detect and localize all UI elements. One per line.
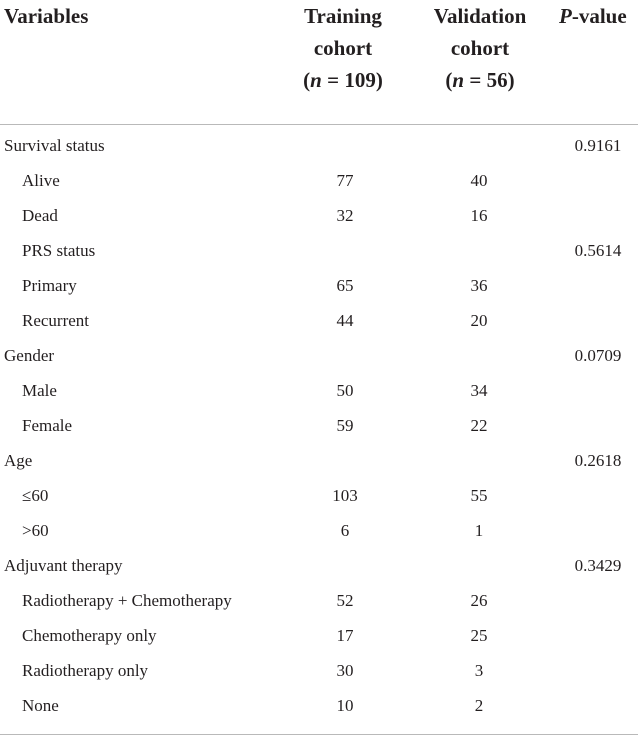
table-row [0, 513, 638, 548]
training-value: 44 [336, 311, 354, 330]
row-label: Primary [22, 276, 77, 295]
row-label: PRS status [22, 241, 96, 260]
table-row [0, 128, 638, 163]
row-label: Gender [4, 346, 55, 365]
validation-value: 36 [470, 276, 488, 295]
row-label: Adjuvant therapy [4, 556, 123, 575]
table-row [0, 653, 638, 688]
validation-value: 55 [470, 486, 488, 505]
row-label: Dead [22, 206, 58, 225]
table-row [0, 163, 638, 198]
table-row [0, 303, 638, 338]
row-label: ≤60 [22, 486, 49, 505]
table-row [0, 443, 638, 478]
header-validation-line2: cohort [450, 36, 510, 60]
training-value: 17 [336, 626, 354, 645]
validation-value: 40 [470, 171, 488, 190]
row-label: None [22, 696, 59, 715]
header-validation-line3: (n = 56) [445, 68, 515, 92]
table-row [0, 478, 638, 513]
row-label: Recurrent [22, 311, 90, 330]
header-training-cohort [280, 0, 406, 96]
training-value: 59 [336, 416, 354, 435]
training-value: 32 [336, 206, 354, 225]
header-training-line1: Training [304, 4, 382, 28]
validation-value: 1 [474, 521, 484, 540]
header-validation-line1: Validation [433, 4, 527, 28]
table-row [0, 548, 638, 583]
training-value: 50 [336, 381, 354, 400]
validation-value: 22 [470, 416, 488, 435]
header-training-line2: cohort [313, 36, 373, 60]
row-label: Alive [22, 171, 60, 190]
p-value: 0.9161 [574, 136, 622, 155]
validation-value: 3 [474, 661, 484, 680]
p-value: 0.0709 [574, 346, 622, 365]
p-value: 0.2618 [574, 451, 622, 470]
header-training-line3: (n = 109) [303, 68, 383, 92]
row-label: Radiotherapy only [22, 661, 149, 680]
training-value: 103 [332, 486, 358, 505]
table-row [0, 583, 638, 618]
row-label: Female [22, 416, 73, 435]
row-label: Age [4, 451, 33, 470]
table-row [0, 618, 638, 653]
row-label: Male [22, 381, 57, 400]
training-value: 10 [336, 696, 354, 715]
row-label: >60 [22, 521, 49, 540]
header-validation-cohort [414, 0, 546, 96]
p-value: 0.5614 [574, 241, 622, 260]
table-row [0, 338, 638, 373]
table-row [0, 688, 638, 723]
table-bottom-rule [0, 734, 638, 735]
header-variables: Variables [4, 4, 89, 28]
table-row [0, 373, 638, 408]
header-p-value: P-value [559, 4, 627, 28]
validation-value: 2 [474, 696, 484, 715]
training-value: 6 [340, 521, 350, 540]
training-value: 30 [336, 661, 354, 680]
validation-value: 25 [470, 626, 488, 645]
row-label: Chemotherapy only [22, 626, 157, 645]
table-row [0, 268, 638, 303]
validation-value: 34 [470, 381, 488, 400]
table-row [0, 198, 638, 233]
training-value: 65 [336, 276, 354, 295]
header-divider [0, 124, 638, 125]
table-row [0, 233, 638, 268]
validation-value: 26 [470, 591, 488, 610]
row-label: Survival status [4, 136, 105, 155]
validation-value: 20 [470, 311, 488, 330]
table-row [0, 408, 638, 443]
training-value: 52 [336, 591, 354, 610]
row-label: Radiotherapy + Chemotherapy [22, 591, 232, 610]
training-value: 77 [336, 171, 354, 190]
p-value: 0.3429 [574, 556, 622, 575]
validation-value: 16 [470, 206, 488, 225]
